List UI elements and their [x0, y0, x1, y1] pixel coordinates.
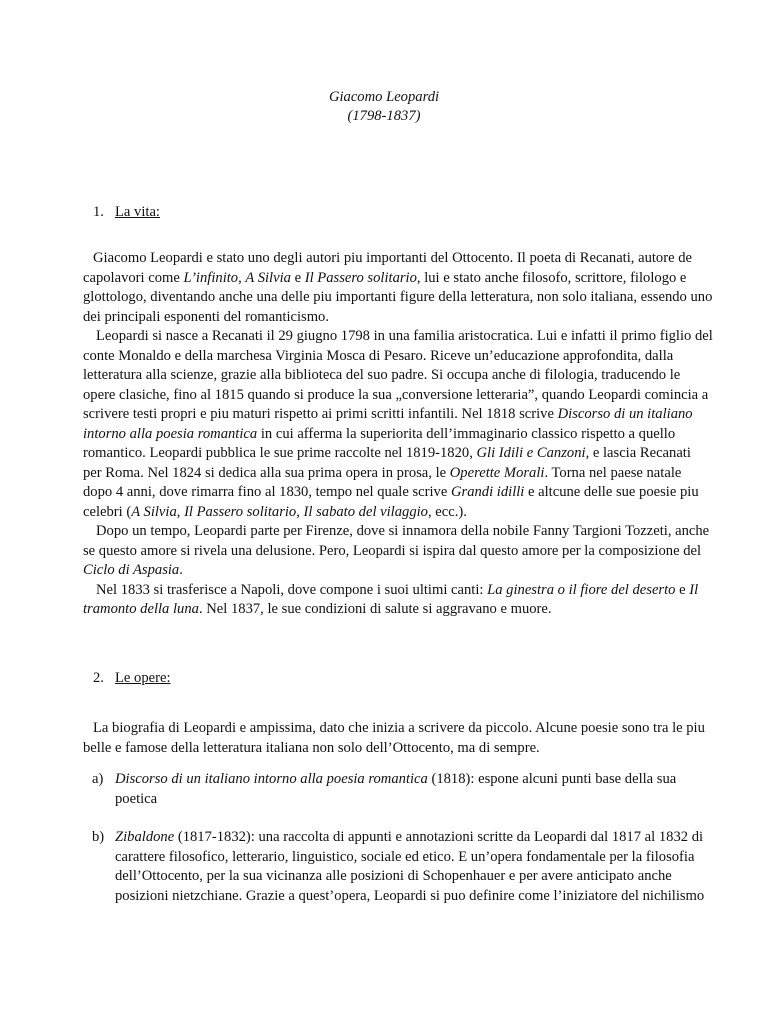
- document-dates: (1798-1837): [347, 108, 421, 124]
- section-number: 2.: [93, 670, 104, 686]
- opere-list-item: [92, 770, 712, 809]
- section-heading-opere: [93, 669, 171, 689]
- list-item-text: Discorso di un italiano intorno alla poesia romantica (1818): espone alcuni punti base della sua poetica: [115, 771, 677, 807]
- list-item-text: Zibaldone (1817-1832): una raccolta di appunti e annotazioni scritte da Leopardi dal 1817 al 1832 di carattere filosofico, letterario, linguistico, sociale ed etico. E un’opera fondamentale per la filosofia dell’Ottocento, per la sua vicinanza alle posizioni di Schopenhauer e per avere anticipato anche posizioni nietzchiane. Grazie a quest’opera, Leopardi si puo definire come l’iniziatore del nichilismo: [115, 829, 705, 904]
- section-title: La vita:: [115, 204, 160, 220]
- section-title: Le opere:: [115, 670, 171, 686]
- document-title: Giacomo Leopardi: [328, 89, 440, 105]
- section-number: 1.: [93, 204, 104, 220]
- vita-paragraph-3: Dopo un tempo, Leopardi parte per Firenze, dove si innamora della nobile Fanny Targioni Tozzeti, anche se questo amore si rivela una delusione. Pero, Leopardi si ispira dal questo amore per la composizione del Ciclo di Aspasia.: [83, 523, 710, 578]
- opere-intro-paragraph: La biografia di Leopardi e ampissima, dato che inizia a scrivere da piccolo. Alcune poesie sono tra le piu belle e famose della letteratura italiana non solo dell’Ottocento, ma di sempre.: [83, 720, 705, 756]
- vita-paragraph-1: Giacomo Leopardi e stato uno degli autori piu importanti del Ottocento. Il poeta di Recanati, autore de capolavori come L’infinito, A Silvia e Il Passero solitario, lui e stato anche filosofo, scrittore, filologo e glottologo, diventando anche una delle piu importanti figure della letteratura, non solo italiana, essendo uno dei principali esponenti del romanticismo.: [83, 250, 713, 325]
- list-item-label: a): [92, 771, 104, 787]
- section-heading-vita: [93, 203, 160, 223]
- opere-intro: [83, 719, 713, 758]
- opere-list-item: [92, 828, 712, 906]
- vita-paragraph-4: Nel 1833 si trasferisce a Napoli, dove compone i suoi ultimi canti: La ginestra o il fiore del deserto e Il tramonto della luna. Nel 1837, le sue condizioni di salute si aggravano e muore.: [83, 581, 699, 617]
- list-item-label: b): [92, 829, 105, 845]
- vita-body: [83, 249, 713, 620]
- vita-paragraph-2: Leopardi si nasce a Recanati il 29 giugno 1798 in una familia aristocratica. Lui e infatti il primo figlio del conte Monaldo e della marchesa Virginia Mosca di Pesaro. Riceve un’educazione approfondita, dalla letteratura alla scienze, grazie alla biblioteca del suo padre. Si occupa anche di filologia, traducendo le opere clasiche, fino al 1815 quando si produce la sua „conversione letteraria”, quando Leopardi comincia a scrivere testi propri e piu maturi rispetto ai primi scritti infantili. Nel 1818 scrive Discorso di un italiano intorno alla poesia romantica in cui afferma la superiorita dell’immaginario classico rispetto a quello romantico. Leopardi pubblica le sue prime raccolte nel 1819-1820, Gli Idili e Canzoni, e lascia Recanati per Roma. Nel 1824 si dedica alla sua prima opera in prosa, le Operette Morali. Torna nel paese natale dopo 4 anni, dove rimarra fino al 1830, tempo nel quale scrive Grandi idilli e altcune delle sue poesie piu celebri (A Silvia, Il Passero solitario, Il sabato del vilaggio, ecc.).: [83, 328, 713, 520]
